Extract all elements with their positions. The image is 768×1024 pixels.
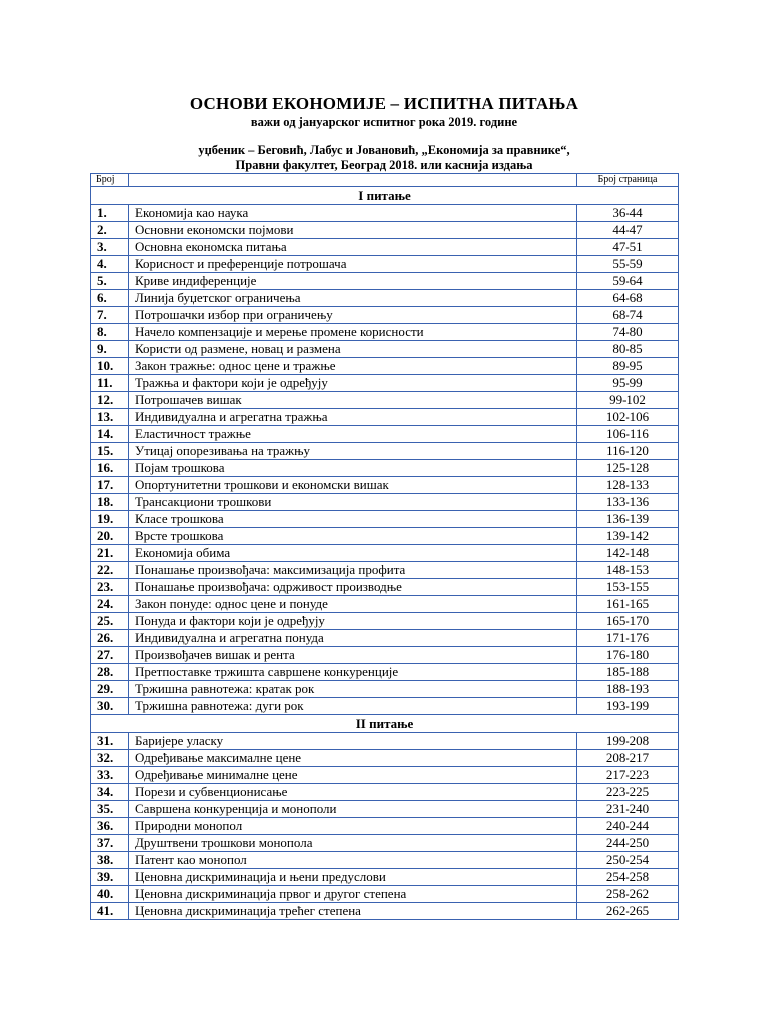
table-row: [91, 375, 679, 392]
table-row: [91, 324, 679, 341]
table-row: [91, 358, 679, 375]
table-row: [91, 528, 679, 545]
question-topic: Тржишна равнотежа: кратак рок: [129, 681, 577, 698]
question-topic: Линија буџетског ограничења: [129, 290, 577, 307]
question-topic: Индивидуална и агрегатна тражња: [129, 409, 577, 426]
question-pages: 106-116: [577, 426, 679, 443]
question-number: 19.: [91, 511, 129, 528]
question-number: 37.: [91, 835, 129, 852]
question-pages: 185-188: [577, 664, 679, 681]
question-topic: Понашање произвођача: одрживост производње: [129, 579, 577, 596]
table-row: [91, 426, 679, 443]
header-number: Број: [91, 174, 129, 187]
question-pages: 161-165: [577, 596, 679, 613]
table-row: [91, 222, 679, 239]
question-number: 38.: [91, 852, 129, 869]
question-pages: 250-254: [577, 852, 679, 869]
question-topic: Одређивање максималне цене: [129, 750, 577, 767]
table-row: [91, 664, 679, 681]
textbook-line-1: уџбеник – Беговић, Лабус и Јовановић, „Економија за правнике“,: [198, 143, 570, 157]
document-subtitle: важи од јануарског испитног рока 2019. године: [250, 115, 518, 129]
question-pages: 176-180: [577, 647, 679, 664]
question-number: 29.: [91, 681, 129, 698]
question-topic: Тражња и фактори који је одређују: [129, 375, 577, 392]
question-topic: Потрошачки избор при ограничењу: [129, 307, 577, 324]
question-pages: 68-74: [577, 307, 679, 324]
question-number: 27.: [91, 647, 129, 664]
question-topic: Начело компензације и мерење промене корисности: [129, 324, 577, 341]
question-number: 33.: [91, 767, 129, 784]
table-row: [91, 647, 679, 664]
question-topic: Понашање произвођача: максимизација профита: [129, 562, 577, 579]
question-number: 23.: [91, 579, 129, 596]
question-topic: Друштвени трошкови монопола: [129, 835, 577, 852]
table-row: [91, 239, 679, 256]
question-pages: 153-155: [577, 579, 679, 596]
question-pages: 36-44: [577, 205, 679, 222]
question-topic: Баријере уласку: [129, 733, 577, 750]
question-pages: 64-68: [577, 290, 679, 307]
question-topic: Утицај опорезивања на тражњу: [129, 443, 577, 460]
question-topic: Претпоставке тржишта савршене конкуренције: [129, 664, 577, 681]
table-row: [91, 698, 679, 715]
question-pages: 223-225: [577, 784, 679, 801]
table-row: [91, 256, 679, 273]
table-row: [91, 409, 679, 426]
question-number: 7.: [91, 307, 129, 324]
table-row: [91, 273, 679, 290]
table-row: [91, 579, 679, 596]
header-topic: [129, 174, 577, 187]
question-pages: 148-153: [577, 562, 679, 579]
question-pages: 95-99: [577, 375, 679, 392]
question-topic: Основни економски појмови: [129, 222, 577, 239]
question-topic: Основна економска питања: [129, 239, 577, 256]
question-number: 16.: [91, 460, 129, 477]
table-row: [91, 903, 679, 920]
question-number: 18.: [91, 494, 129, 511]
question-topic: Тржишна равнотежа: дуги рок: [129, 698, 577, 715]
question-topic: Произвођачев вишак и рента: [129, 647, 577, 664]
question-pages: 199-208: [577, 733, 679, 750]
document-title: ОСНОВИ ЕКОНОМИЈЕ – ИСПИТНА ПИТАЊА: [189, 94, 579, 113]
table-row: [91, 460, 679, 477]
question-pages: 262-265: [577, 903, 679, 920]
question-pages: 116-120: [577, 443, 679, 460]
question-number: 25.: [91, 613, 129, 630]
question-number: 5.: [91, 273, 129, 290]
question-pages: 217-223: [577, 767, 679, 784]
question-pages: 47-51: [577, 239, 679, 256]
question-number: 15.: [91, 443, 129, 460]
question-number: 11.: [91, 375, 129, 392]
question-number: 41.: [91, 903, 129, 920]
question-topic: Закон тражње: однос цене и тражње: [129, 358, 577, 375]
question-topic: Ценовна дискриминација трећег степена: [129, 903, 577, 920]
question-pages: 139-142: [577, 528, 679, 545]
question-number: 24.: [91, 596, 129, 613]
question-number: 35.: [91, 801, 129, 818]
table-row: [91, 494, 679, 511]
questions-table: [90, 173, 679, 920]
question-number: 3.: [91, 239, 129, 256]
question-pages: 128-133: [577, 477, 679, 494]
question-topic: Економија обима: [129, 545, 577, 562]
question-pages: 254-258: [577, 869, 679, 886]
question-number: 14.: [91, 426, 129, 443]
question-pages: 80-85: [577, 341, 679, 358]
question-topic: Понуда и фактори који је одређују: [129, 613, 577, 630]
questions-table-body: [91, 174, 679, 920]
question-number: 28.: [91, 664, 129, 681]
table-row: [91, 392, 679, 409]
question-topic: Врсте трошкова: [129, 528, 577, 545]
question-pages: 59-64: [577, 273, 679, 290]
question-number: 9.: [91, 341, 129, 358]
question-topic: Користи од размене, новац и размена: [129, 341, 577, 358]
question-number: 13.: [91, 409, 129, 426]
table-row: [91, 750, 679, 767]
question-pages: 258-262: [577, 886, 679, 903]
table-row: [91, 477, 679, 494]
table-row: [91, 562, 679, 579]
table-row: [91, 733, 679, 750]
question-pages: 55-59: [577, 256, 679, 273]
question-number: 40.: [91, 886, 129, 903]
question-number: 22.: [91, 562, 129, 579]
table-row: [91, 681, 679, 698]
table-row: [91, 801, 679, 818]
question-number: 34.: [91, 784, 129, 801]
section-header-row: [91, 187, 679, 205]
question-topic: Патент као монопол: [129, 852, 577, 869]
textbook-reference: [0, 143, 768, 172]
table-row: [91, 545, 679, 562]
table-row: [91, 205, 679, 222]
question-pages: 208-217: [577, 750, 679, 767]
question-number: 6.: [91, 290, 129, 307]
question-pages: 231-240: [577, 801, 679, 818]
question-pages: 171-176: [577, 630, 679, 647]
question-pages: 136-139: [577, 511, 679, 528]
question-pages: 188-193: [577, 681, 679, 698]
question-topic: Класе трошкова: [129, 511, 577, 528]
question-pages: 193-199: [577, 698, 679, 715]
table-row: [91, 818, 679, 835]
table-row: [91, 443, 679, 460]
table-row: [91, 290, 679, 307]
section-title: II питање: [91, 715, 679, 733]
question-number: 4.: [91, 256, 129, 273]
question-topic: Одређивање минималне цене: [129, 767, 577, 784]
question-topic: Индивидуална и агрегатна понуда: [129, 630, 577, 647]
table-row: [91, 511, 679, 528]
question-pages: 44-47: [577, 222, 679, 239]
question-topic: Економија као наука: [129, 205, 577, 222]
question-pages: 142-148: [577, 545, 679, 562]
table-row: [91, 784, 679, 801]
question-number: 32.: [91, 750, 129, 767]
question-topic: Ценовна дискриминација првог и другог степена: [129, 886, 577, 903]
section-header-row: [91, 715, 679, 733]
question-pages: 133-136: [577, 494, 679, 511]
table-row: [91, 307, 679, 324]
question-number: 21.: [91, 545, 129, 562]
question-pages: 102-106: [577, 409, 679, 426]
question-pages: 244-250: [577, 835, 679, 852]
question-number: 20.: [91, 528, 129, 545]
textbook-line-2: Правни факултет, Београд 2018. или каснија издања: [235, 157, 533, 172]
table-row: [91, 835, 679, 852]
question-topic: Појам трошкова: [129, 460, 577, 477]
question-topic: Криве индиференције: [129, 273, 577, 290]
question-topic: Савршена конкуренција и монополи: [129, 801, 577, 818]
question-pages: 240-244: [577, 818, 679, 835]
question-number: 36.: [91, 818, 129, 835]
question-number: 39.: [91, 869, 129, 886]
table-row: [91, 596, 679, 613]
question-topic: Природни монопол: [129, 818, 577, 835]
question-pages: 125-128: [577, 460, 679, 477]
question-number: 2.: [91, 222, 129, 239]
question-number: 17.: [91, 477, 129, 494]
table-row: [91, 341, 679, 358]
question-topic: Потрошачев вишак: [129, 392, 577, 409]
question-topic: Еластичност тражње: [129, 426, 577, 443]
question-number: 30.: [91, 698, 129, 715]
section-title: I питање: [91, 187, 679, 205]
question-pages: 165-170: [577, 613, 679, 630]
question-number: 26.: [91, 630, 129, 647]
question-topic: Порези и субвенционисање: [129, 784, 577, 801]
question-pages: 89-95: [577, 358, 679, 375]
question-pages: 99-102: [577, 392, 679, 409]
table-row: [91, 767, 679, 784]
question-topic: Трансакциони трошкови: [129, 494, 577, 511]
question-number: 1.: [91, 205, 129, 222]
question-topic: Ценовна дискриминација и њени предуслови: [129, 869, 577, 886]
question-number: 12.: [91, 392, 129, 409]
question-pages: 74-80: [577, 324, 679, 341]
question-number: 8.: [91, 324, 129, 341]
table-header-row: [91, 174, 679, 187]
question-topic: Корисност и преференције потрошача: [129, 256, 577, 273]
question-topic: Опортунитетни трошкови и економски вишак: [129, 477, 577, 494]
question-number: 10.: [91, 358, 129, 375]
table-row: [91, 630, 679, 647]
question-number: 31.: [91, 733, 129, 750]
table-row: [91, 613, 679, 630]
table-row: [91, 869, 679, 886]
table-row: [91, 852, 679, 869]
table-row: [91, 886, 679, 903]
question-topic: Закон понуде: однос цене и понуде: [129, 596, 577, 613]
header-pages: Број страница: [577, 174, 679, 187]
